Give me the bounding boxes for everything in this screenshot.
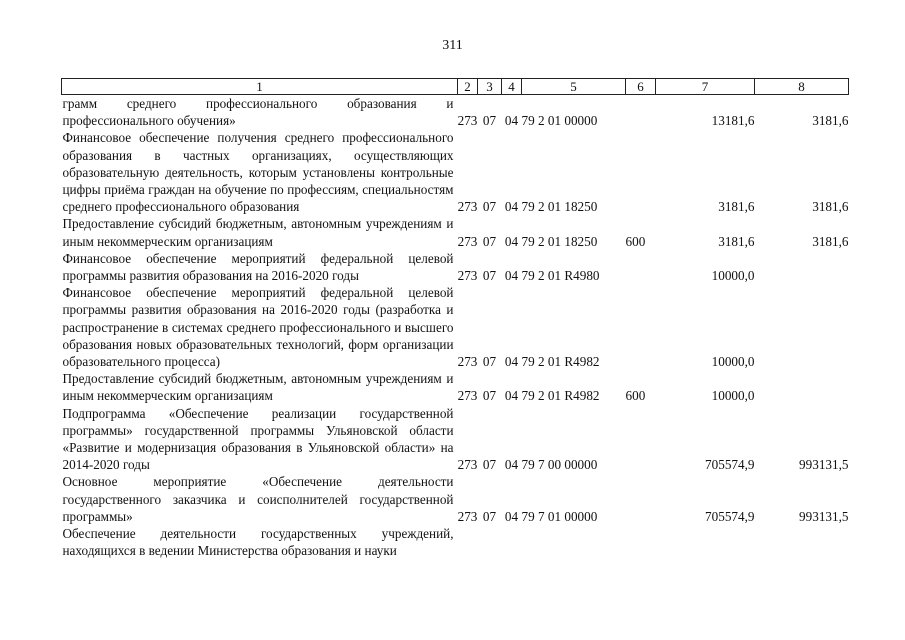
cell-amount-2: 3181,6 bbox=[812, 233, 849, 249]
cell-target-article: 79 2 01 R4982 bbox=[521, 388, 600, 404]
cell-amount-2 bbox=[755, 370, 849, 404]
row-name: Предоставление субсидий бюджетным, автономным учреждениям и иным некоммерческим организациям bbox=[62, 216, 454, 249]
column-header: 3 bbox=[478, 79, 502, 95]
cell-section: 07 bbox=[482, 113, 497, 129]
column-header: 6 bbox=[626, 79, 656, 95]
row-name: Подпрограмма «Обеспечение реализации государственной программы» государственной программы Ульяновской области «Развитие и модернизация образования в Ульяновской области» на 2014-2020 годы bbox=[62, 405, 454, 473]
row-name: Обеспечение деятельности государственных учреждений, находящихся в ведении Министерства образования и науки bbox=[62, 526, 454, 559]
cell-ministry-code: 273 bbox=[457, 388, 478, 404]
table-row bbox=[62, 129, 849, 215]
cell-ministry-code: 273 bbox=[457, 268, 478, 284]
table-row bbox=[62, 405, 849, 474]
cell-section: 07 bbox=[482, 508, 497, 524]
table-row bbox=[62, 370, 849, 404]
cell-amount-1 bbox=[656, 525, 755, 559]
cell-target-article: 79 7 00 00000 bbox=[521, 457, 598, 473]
page-number: 311 bbox=[442, 38, 463, 53]
table-row bbox=[62, 525, 849, 559]
row-name: Финансовое обеспечение мероприятий федеральной целевой программы развития образования на 2016-2020 годы (разработка и распространение в системах среднего профессионального и высшего образования новых образовательных технологий, форм организации образовательного процесса) bbox=[62, 285, 454, 370]
column-header: 8 bbox=[755, 79, 849, 95]
cell-section: 07 bbox=[482, 199, 497, 215]
column-header: 5 bbox=[522, 79, 626, 95]
cell-target-article: 79 2 01 18250 bbox=[521, 233, 598, 249]
cell-section: 07 bbox=[482, 233, 497, 249]
cell-ministry-code: 273 bbox=[457, 354, 478, 370]
cell-ministry-code bbox=[458, 525, 478, 559]
cell-expense-type: 600 bbox=[625, 388, 646, 404]
cell-section bbox=[478, 525, 502, 559]
cell-ministry-code: 273 bbox=[457, 199, 478, 215]
cell-amount-1: 13181,6 bbox=[711, 113, 755, 129]
cell-section: 07 bbox=[482, 268, 497, 284]
cell-amount-2: 3181,6 bbox=[812, 113, 849, 129]
column-header: 4 bbox=[502, 79, 522, 95]
cell-subsection: 04 bbox=[504, 113, 519, 129]
cell-expense-type bbox=[626, 129, 656, 215]
table-row bbox=[62, 250, 849, 284]
cell-expense-type bbox=[626, 525, 656, 559]
cell-amount-2 bbox=[755, 525, 849, 559]
cell-amount-2 bbox=[755, 284, 849, 370]
cell-amount-2: 993131,5 bbox=[799, 508, 849, 524]
cell-expense-type: 600 bbox=[625, 233, 646, 249]
cell-subsection: 04 bbox=[504, 508, 519, 524]
cell-subsection: 04 bbox=[504, 457, 519, 473]
column-header: 2 bbox=[458, 79, 478, 95]
column-header: 1 bbox=[62, 79, 458, 95]
cell-amount-1: 3181,6 bbox=[718, 199, 755, 215]
cell-expense-type bbox=[626, 250, 656, 284]
row-name: грамм среднего профессионального образования и профессионального обучения» bbox=[62, 96, 454, 129]
cell-target-article: 79 7 01 00000 bbox=[521, 508, 598, 524]
cell-expense-type bbox=[626, 405, 656, 474]
cell-ministry-code: 273 bbox=[457, 113, 478, 129]
table-row bbox=[62, 95, 849, 130]
cell-ministry-code: 273 bbox=[457, 233, 478, 249]
cell-section: 07 bbox=[482, 388, 497, 404]
cell-target-article bbox=[522, 525, 626, 559]
cell-target-article: 79 2 01 00000 bbox=[521, 113, 598, 129]
table-row bbox=[62, 473, 849, 525]
column-header-row bbox=[62, 79, 849, 95]
row-name: Финансовое обеспечение получения среднего профессионального образования в частных организациях, осуществляющих образовательную деятельность, которым установлены контрольные цифры приёма граждан на обучение по профессиям, специальностям среднего профессионального образования bbox=[62, 130, 454, 215]
cell-amount-1: 10000,0 bbox=[711, 268, 755, 284]
cell-target-article: 79 2 01 18250 bbox=[521, 199, 598, 215]
cell-expense-type bbox=[626, 95, 656, 130]
cell-amount-2 bbox=[755, 250, 849, 284]
cell-amount-1: 10000,0 bbox=[711, 354, 755, 370]
cell-ministry-code: 273 bbox=[457, 457, 478, 473]
row-name: Основное мероприятие «Обеспечение деятельности государственного заказчика и соисполнителей государственной программы» bbox=[62, 474, 454, 524]
column-header: 7 bbox=[656, 79, 755, 95]
cell-amount-1: 705574,9 bbox=[705, 457, 755, 473]
row-name: Предоставление субсидий бюджетным, автономным учреждениям и иным некоммерческим организациям bbox=[62, 371, 454, 404]
cell-amount-1: 10000,0 bbox=[711, 388, 755, 404]
cell-subsection: 04 bbox=[504, 199, 519, 215]
cell-expense-type bbox=[626, 473, 656, 525]
cell-subsection: 04 bbox=[504, 233, 519, 249]
cell-subsection bbox=[502, 525, 522, 559]
cell-target-article: 79 2 01 R4982 bbox=[521, 354, 600, 370]
cell-amount-1: 705574,9 bbox=[705, 508, 755, 524]
cell-ministry-code: 273 bbox=[457, 508, 478, 524]
cell-section: 07 bbox=[482, 354, 497, 370]
cell-section: 07 bbox=[482, 457, 497, 473]
cell-amount-1: 3181,6 bbox=[718, 233, 755, 249]
cell-subsection: 04 bbox=[504, 354, 519, 370]
cell-subsection: 04 bbox=[504, 388, 519, 404]
row-name: Финансовое обеспечение мероприятий федеральной целевой программы развития образования на 2016-2020 годы bbox=[62, 250, 454, 284]
cell-amount-2: 993131,5 bbox=[799, 457, 849, 473]
table-row bbox=[62, 284, 849, 370]
cell-subsection: 04 bbox=[504, 268, 519, 284]
table-row bbox=[62, 215, 849, 249]
budget-table bbox=[61, 78, 849, 559]
cell-amount-2: 3181,6 bbox=[812, 199, 849, 215]
cell-expense-type bbox=[626, 284, 656, 370]
cell-target-article: 79 2 01 R4980 bbox=[521, 268, 600, 284]
